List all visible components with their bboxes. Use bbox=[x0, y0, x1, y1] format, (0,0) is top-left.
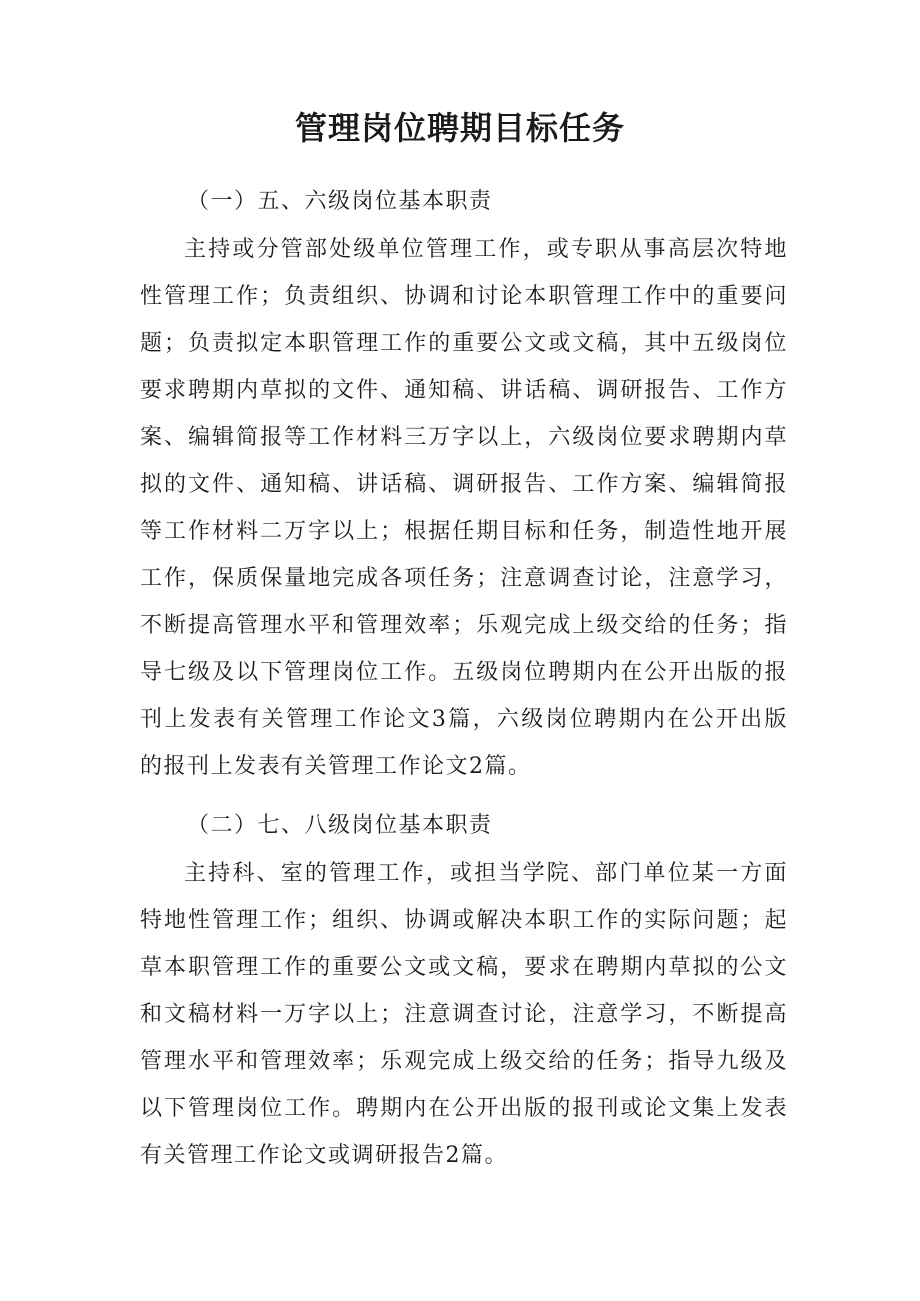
section-heading-1: （一）五、六级岗位基本职责 bbox=[187, 189, 493, 214]
document-title: 管理岗位聘期目标任务 bbox=[294, 109, 625, 147]
section-paragraph-2: 主持科、室的管理工作，或担当学院、部门单位某一方面特地性管理工作；组织、协调或解决本职工作的实际问题；起草本职管理工作的重要公文或文稿，要求在聘期内草拟的公文和文稿材料一万字以上；注意调查讨论，注意学习，不断提高管理水平和管理效率；乐观完成上级交给的任务；指导九级及以下管理岗位工作。聘期内在公开出版的报刊或论文集上发表有关管理工作论文或调研报告2篇。 bbox=[140, 861, 788, 1168]
section-paragraph-1: 主持或分管部处级单位管理工作，或专职从事高层次特地性管理工作；负责组织、协调和讨论本职管理工作中的重要问题；负责拟定本职管理工作的重要公文或文稿，其中五级岗位要求聘期内草拟的文件、通知稿、讲话稿、调研报告、工作方案、编辑简报等工作材料三万字以上，六级岗位要求聘期内草拟的文件、通知稿、讲话稿、调研报告、工作方案、编辑简报等工作材料二万字以上；根据任期目标和任务，制造性地开展工作，保质保量地完成各项任务；注意调查讨论，注意学习，不断提高管理水平和管理效率；乐观完成上级交给的任务；指导七级及以下管理岗位工作。五级岗位聘期内在公开出版的报刊上发表有关管理工作论文3篇，六级岗位聘期内在公开出版的报刊上发表有关管理工作论文2篇。 bbox=[140, 237, 788, 779]
section-heading-2: （二）七、八级岗位基本职责 bbox=[187, 813, 493, 838]
